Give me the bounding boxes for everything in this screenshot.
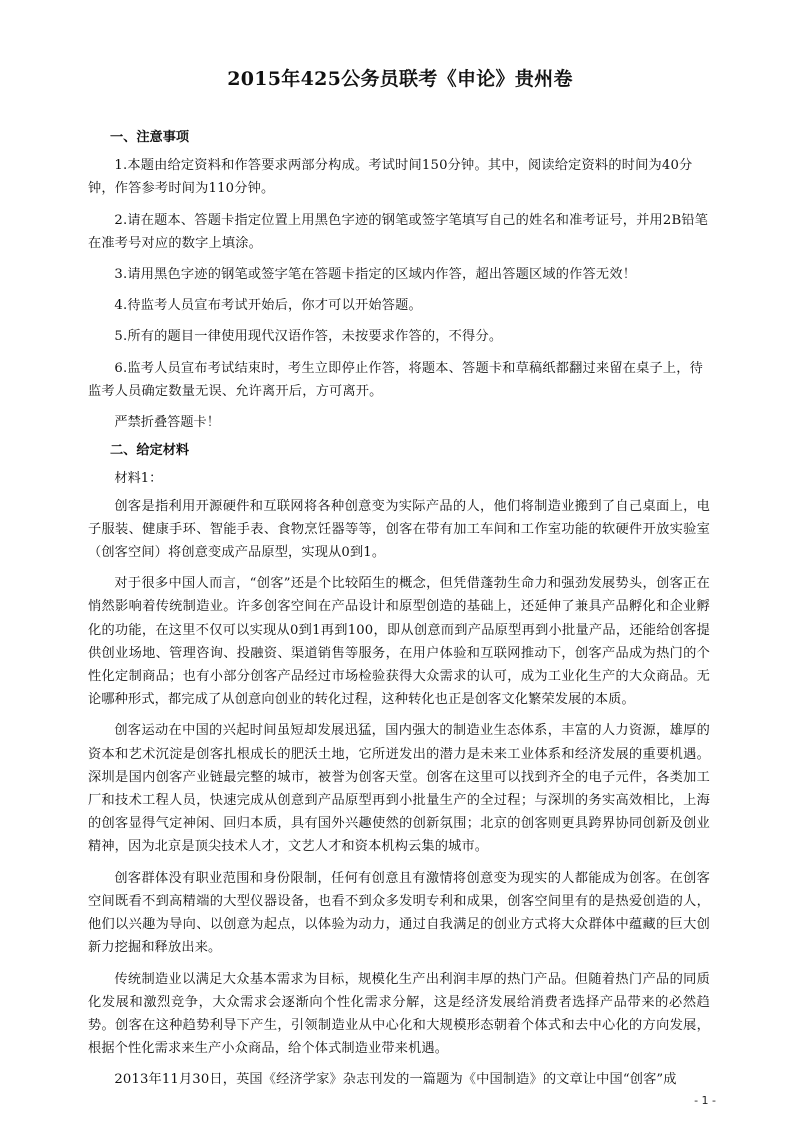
material-paragraph-3: 创客运动在中国的兴起时间虽短却发展迅猛，国内强大的制造业生态体系，丰富的人力资源，雄厚的资本和艺术沉淀是创客扎根成长的肥沃土地，它所迸发出的潜力是未来工业体系和经济发展的重要机遇。深圳是国内创客产业链最完整的城市，被誉为创客天堂。创客在这里可以找到齐全的电子元件，各类加工厂和技术工程人员，快速完成从创意到产品原型再到小批量生产的全过程；与深圳的务实高效相比，上海的创客显得气定神闲、回归本质，具有国外兴趣使然的创新氛围；北京的创客则更具跨界协同创新及创业精神，因为北京是顶尖技术人才，文艺人才和资本机构云集的城市。 [88, 723, 710, 855]
material-paragraph-6: 2013年11月30日，英国《经济学家》杂志刊发的一篇题为《中国制造》的文章让中国“创客”成 [114, 1072, 677, 1088]
page-number: - 1 - [694, 1094, 716, 1107]
document-title: 2015年425公务员联考《申论》贵州卷 [227, 68, 573, 90]
section-heading-notice: 一、注意事项 [110, 130, 190, 145]
material-label: 材料1： [114, 471, 163, 487]
notice-list [88, 154, 710, 403]
notice-item-1: 1.本题由给定资料和作答要求两部分构成。考试时间150分钟。其中，阅读给定资料的时间为40分钟，作答参考时间为110分钟。 [88, 158, 693, 197]
notice-item-3: 3.请用黑色字迹的钢笔或签字笔在答题卡指定的区域内作答，超出答题区域的作答无效！ [114, 267, 637, 283]
section-heading-materials: 二、给定材料 [110, 443, 190, 459]
notice-item-4: 4.待监考人员宣布考试开始后，你才可以开始答题。 [114, 298, 422, 314]
material-paragraph-5: 传统制造业以满足大众基本需求为目标，规模化生产出利润丰厚的热门产品。但随着热门产品的同质化发展和激烈竞争，大众需求会逐渐向个性化需求分解，这是经济发展给消费者选择产品带来的必然趋势。创客在这种趋势利导下产生，引领制造业从中心化和大规模形态朝着个体式和去中心化的方向发展，根据个性化需求来生产小众商品，给个体式制造业带来机遇。 [88, 971, 710, 1057]
notice-item-2: 2.请在题本、答题卡指定位置上用黑色字迹的钢笔或签字笔填写自己的姓名和准考证号，并用2B铅笔在准考号对应的数字上填涂。 [88, 212, 709, 251]
material-paragraph-2: 对于很多中国人而言，“创客”还是个比较陌生的概念，但凭借蓬勃生命力和强劲发展势头，创客正在悄然影响着传统制造业。许多创客空间在产品设计和原型创造的基础上，还延伸了兼具产品孵化和企业孵化的功能，在这里不仅可以实现从0到1再到100，即从创意而到产品原型再到小批量产品，还能给创客提供创业场地、管理咨询、投融资、渠道销售等服务，在用户体验和互联网推动下，创客产品成为热门的个性化定制商品；也有小部分创客产品经过市场检验获得大众需求的认可，成为工业化生产的大众商品。无论哪种形式，都完成了从创意向创业的转化过程，这种转化也正是创客文化繁荣发展的本质。 [88, 576, 710, 708]
notice-item-6: 6.监考人员宣布考试结束时，考生立即停止作答，将题本、答题卡和草稿纸都翻过来留在桌子上，待监考人员确定数量无误、允许离开后，方可离开。 [88, 360, 704, 399]
material-paragraph-1: 创客是指利用开源硬件和互联网将各种创意变为实际产品的人，他们将制造业搬到了自己桌面上，电子服装、健康手环、智能手表、食物烹饪器等等，创客在带有加工车间和工作室功能的软硬件开放实验室（创客空间）将创意变成产品原型，实现从0到1。 [88, 498, 710, 561]
document-body [88, 126, 710, 1092]
material-paragraph-4: 创客群体没有职业范围和身份限制，任何有创意且有激情将创意变为现实的人都能成为创客。在创客空间既看不到高精端的大型仪器设备，也看不到众多发明专利和成果，创客空间里有的是热爱创造的人，他们以兴趣为导向、以创意为起点，以体验为动力，通过自我满足的创业方式将大众群体中蕴藏的巨大创新力挖掘和释放出来。 [88, 870, 710, 956]
notice-item-5: 5.所有的题目一律使用现代汉语作答，未按要求作答的，不得分。 [114, 329, 503, 345]
warning-text: 严禁折叠答题卡！ [114, 415, 220, 431]
